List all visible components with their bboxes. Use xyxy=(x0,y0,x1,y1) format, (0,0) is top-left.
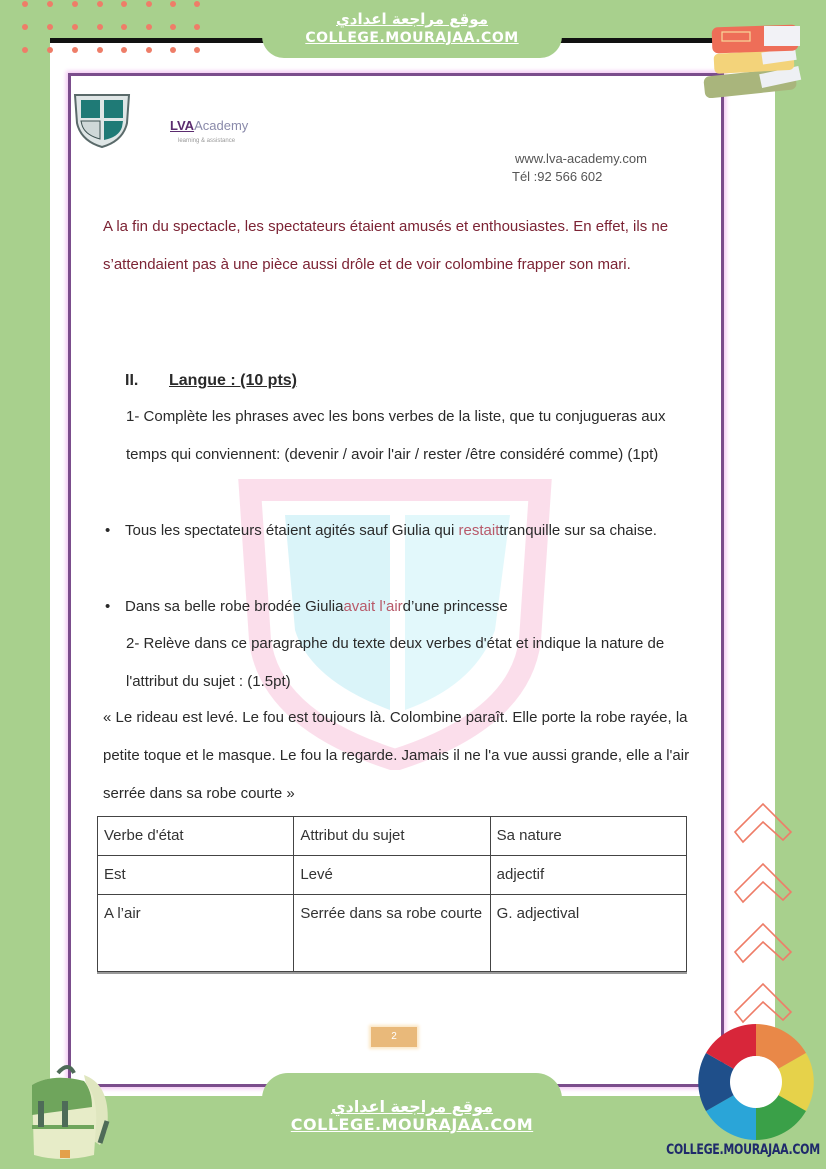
section-heading xyxy=(125,362,297,400)
table-header-cell: Verbe d'état xyxy=(98,817,294,856)
chevron-up-decoration-icon xyxy=(733,792,793,1032)
brand-rest: Academy xyxy=(194,118,249,133)
answer-text: avait l’air xyxy=(343,598,403,615)
brand-tagline: learning & assistance xyxy=(178,138,236,144)
banner-url-link[interactable]: COLLEGE.MOURAJAA.COM xyxy=(305,30,519,46)
table-header-cell: Sa nature xyxy=(490,817,686,856)
site-banner-bottom[interactable] xyxy=(262,1073,562,1169)
wheel-site-label[interactable]: COLLEGE.MOURAJAA.COM xyxy=(666,1141,820,1158)
lva-academy-logo-icon xyxy=(73,93,131,148)
question-1-label: 1- xyxy=(126,408,140,425)
brand-bold: LVA xyxy=(170,118,195,133)
question-2 xyxy=(126,625,696,701)
sentence-text: tranquille sur sa chaise. xyxy=(499,522,657,539)
contact-info xyxy=(512,150,647,186)
table-header-cell: Attribut du sujet xyxy=(294,817,490,856)
table-cell: Est xyxy=(98,856,294,895)
question-2-text: Relève dans ce paragraphe du texte deux verbes d'état et indique la nature de l'attribut du sujet : (1.5pt) xyxy=(126,635,665,690)
table-cell: G. adjectival xyxy=(490,895,686,972)
sentence-text: Tous les spectateurs étaient agités sauf Giulia qui xyxy=(125,522,459,539)
page-number: 2 xyxy=(371,1027,417,1047)
section-title: Langue : (10 pts) xyxy=(169,372,298,389)
banner-url-link[interactable]: COLLEGE.MOURAJAA.COM xyxy=(290,1115,534,1134)
subjects-wheel-logo-icon xyxy=(696,1022,816,1142)
banner-arabic-text: موقع مراجعة اعدادي xyxy=(330,1097,494,1116)
website-link[interactable]: www.lva-academy.com xyxy=(515,151,647,166)
table-row xyxy=(98,856,687,895)
quoted-passage: « Le rideau est levé. Le fou est toujours là. Colombine paraît. Elle porte la robe rayée, la petite toque et le masque. Le fou la regarde. Jamais il ne l'a vue aussi grande, elle a l'air serrée dans sa robe courte » xyxy=(103,709,690,802)
banner-arabic-text: موقع مراجعة اعدادي xyxy=(336,10,488,28)
table-cell: A l’air xyxy=(98,895,294,972)
section-number: II. xyxy=(125,372,139,389)
sentence-text: Dans sa belle robe brodée Giulia xyxy=(125,598,344,615)
bullet-sentence-2 xyxy=(105,588,695,626)
answer-table xyxy=(97,816,687,972)
question-1-text: Complète les phrases avec les bons verbes de la liste, que tu conjugueras aux temps qui conviennent: (devenir / avoir l'air / rester /être considéré comme) (1pt) xyxy=(126,408,666,463)
table-cell: Serrée dans sa robe courte xyxy=(294,895,490,972)
backpack-icon xyxy=(12,1055,112,1165)
table-cell: Levé xyxy=(294,856,490,895)
table-row xyxy=(98,895,687,972)
intro-paragraph: A la fin du spectacle, les spectateurs étaient amusés et enthousiastes. En effet, ils ne s’attendaient pas à une pièce aussi drôle et de voir colombine frapper son mari. xyxy=(103,218,669,273)
table-cell: adjectif xyxy=(490,856,686,895)
question-1 xyxy=(126,398,696,474)
sentence-text: d’une princesse xyxy=(402,598,508,615)
phone-number: Tél :92 566 602 xyxy=(512,169,603,184)
question-2-label: 2- xyxy=(126,635,140,652)
bullet-sentence-1 xyxy=(105,512,695,550)
brand-name xyxy=(170,118,248,133)
table-header-row xyxy=(98,817,687,856)
answer-text: restait xyxy=(458,522,500,539)
